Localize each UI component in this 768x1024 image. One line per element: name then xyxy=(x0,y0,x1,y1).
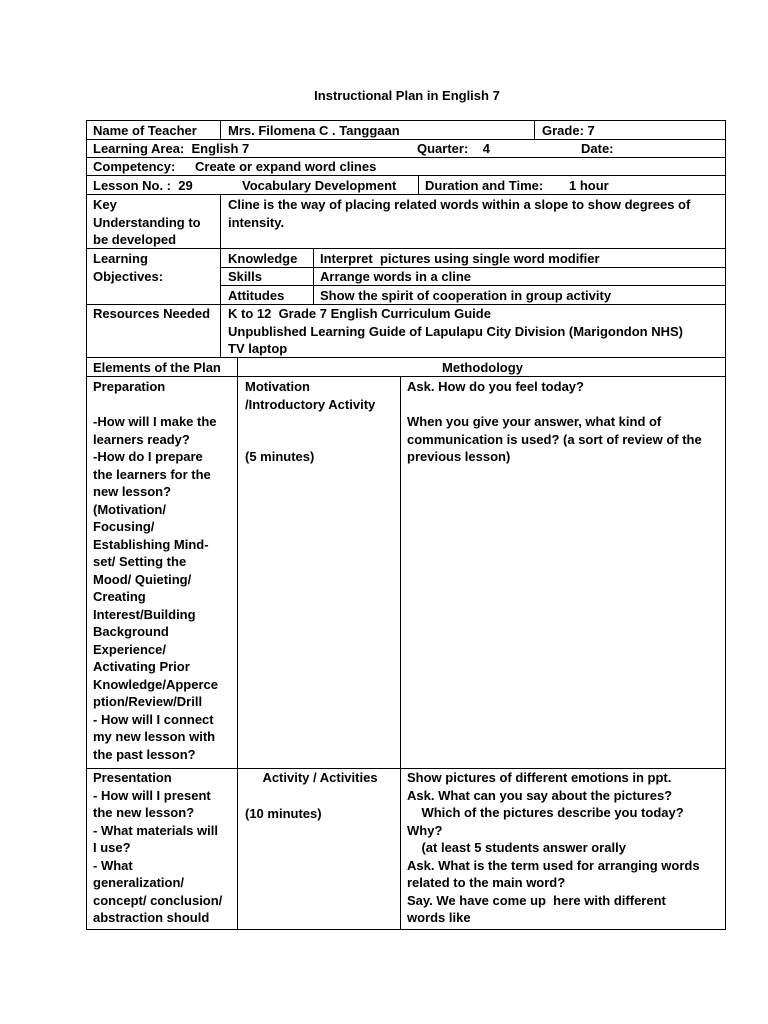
objective-row-knowledge-domain xyxy=(220,248,314,268)
duration-value: 1 hour xyxy=(569,178,609,193)
resources-value-cell xyxy=(220,304,726,358)
objective-domain: Skills xyxy=(228,269,262,284)
learning-area-row xyxy=(86,139,726,158)
key-understanding-label: Key Understanding to be developed xyxy=(93,197,201,247)
date-label: Date: xyxy=(581,141,614,156)
presentation-activity-time: (10 minutes) xyxy=(245,806,322,821)
lesson-topic: Vocabulary Development xyxy=(242,178,397,193)
learning-objectives-label: Learning Objectives: xyxy=(93,251,164,284)
lesson-cell xyxy=(86,175,419,195)
objective-row-skills-domain xyxy=(220,267,314,286)
objective-row-skills-text xyxy=(313,267,726,286)
learning-objectives-label-cell xyxy=(86,248,221,305)
preparation-methodology-cell xyxy=(400,376,726,769)
competency-row xyxy=(86,157,726,176)
lesson-number: Lesson No. : 29 xyxy=(93,178,193,193)
objective-row-knowledge-text xyxy=(313,248,726,268)
methodology-header-cell xyxy=(237,357,726,377)
objective-domain: Knowledge xyxy=(228,251,298,266)
duration-cell xyxy=(418,175,726,195)
preparation-activity-cell xyxy=(237,376,401,769)
key-understanding-value: Cline is the way of placing related words within a slope to show degrees of intensity. xyxy=(228,197,691,230)
teacher-name: Mrs. Filomena C . Tanggaan xyxy=(228,123,400,138)
key-understanding-value-cell xyxy=(220,194,726,249)
presentation-activity-title: Activity / Activities xyxy=(262,770,378,785)
learning-area: Learning Area: English 7 xyxy=(93,141,250,156)
objective-text: Interpret pictures using single word modifier xyxy=(320,251,600,266)
teacher-label: Name of Teacher xyxy=(93,123,197,138)
objective-domain: Attitudes xyxy=(228,288,285,303)
presentation-methodology-cell xyxy=(400,768,726,930)
objective-row-attitudes-text xyxy=(313,285,726,305)
document-title: Instructional Plan in English 7 xyxy=(314,88,500,103)
preparation-activity: Motivation /Introductory Activity (5 minutes) xyxy=(245,379,376,464)
resources-label: Resources Needed xyxy=(93,306,211,321)
grade: Grade: 7 xyxy=(542,123,595,138)
resource-line: TV laptop xyxy=(228,341,288,356)
objective-text: Arrange words in a cline xyxy=(320,269,471,284)
preparation-methodology: Ask. How do you feel today? When you give your answer, what kind of communication is used? (a sort of review of the previous lesson) xyxy=(407,379,702,464)
competency-label: Competency: xyxy=(93,159,176,174)
preparation-element-cell xyxy=(86,376,238,769)
elements-header-cell xyxy=(86,357,238,377)
methodology-header: Methodology xyxy=(442,360,523,375)
competency-value: Create or expand word clines xyxy=(195,159,377,174)
duration-label: Duration and Time: xyxy=(425,178,544,193)
presentation-element-cell xyxy=(86,768,238,930)
quarter: Quarter: 4 xyxy=(417,141,490,156)
preparation-element: Preparation -How will I make the learners ready? -How do I prepare the learners for the new lesson? (Motivation/ Focusing/ Establishing Mind- set/ Setting the Mood/ Quieting/ Creating Interest/Building Background Experience/ Activating Prior Knowledge/Apperce ption/Review/Drill - How will I connect my new lesson with the past lesson? xyxy=(93,379,218,762)
presentation-element: Presentation - How will I present the new lesson? - What materials will I use? - What generalization/ concept/ conclusion/ abstraction should xyxy=(93,770,223,925)
teacher-label-cell xyxy=(86,120,221,140)
elements-header: Elements of the Plan xyxy=(93,360,221,375)
resources-label-cell xyxy=(86,304,221,358)
objective-row-attitudes-domain xyxy=(220,285,314,305)
objective-text: Show the spirit of cooperation in group activity xyxy=(320,288,612,303)
key-understanding-label-cell xyxy=(86,194,221,249)
resource-line: K to 12 Grade 7 English Curriculum Guide xyxy=(228,306,491,321)
grade-cell xyxy=(534,120,726,140)
presentation-activity-cell xyxy=(237,768,401,930)
resource-line: Unpublished Learning Guide of Lapulapu City Division (Marigondon NHS) xyxy=(228,324,683,339)
teacher-name-cell xyxy=(220,120,535,140)
presentation-methodology: Show pictures of different emotions in ppt. Ask. What can you say about the pictures? Which of the pictures describe you today? Why? (at least 5 students answer orally Ask. What is the term used for arranging words related to the main word? Say. We have come up here with different words like xyxy=(407,770,700,925)
